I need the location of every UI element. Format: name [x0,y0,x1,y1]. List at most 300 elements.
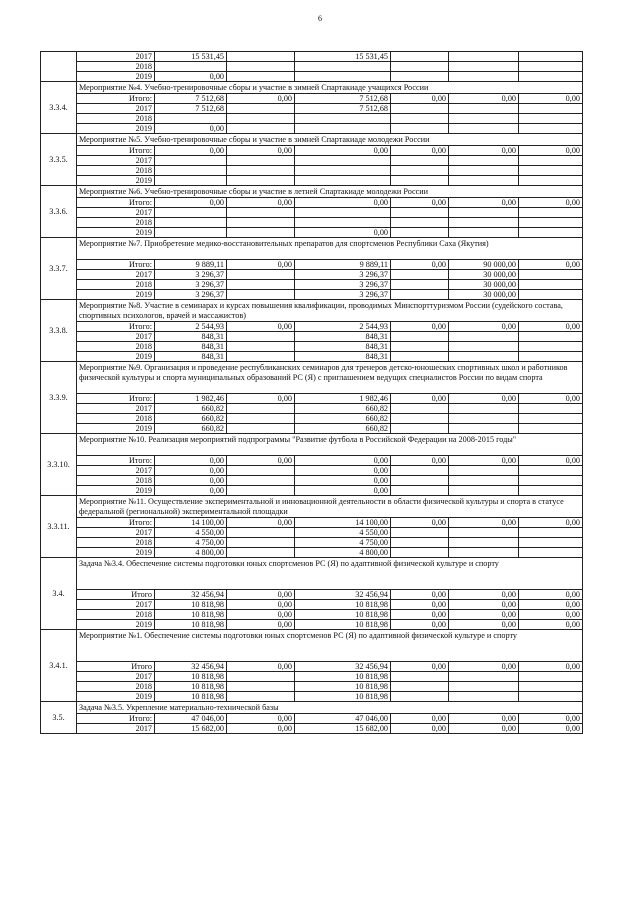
value-cell: 0,00 [227,518,295,528]
value-cell: 10 818,98 [155,600,227,610]
table-row [41,104,583,114]
value-cell: 848,31 [295,352,391,362]
row-label: 2019 [77,228,155,238]
row-label: 2017 [77,104,155,114]
value-cell: 10 818,98 [295,620,391,630]
table-row [41,394,583,404]
value-cell [391,332,449,342]
section-description: Задача №3.5. Укрепление материально-технической базы [77,702,583,714]
row-label: 2018 [77,414,155,424]
value-cell: 0,00 [391,322,449,332]
value-cell: 0,00 [519,394,583,404]
row-label: 2018 [77,280,155,290]
value-cell [391,486,449,496]
value-cell: 10 818,98 [155,610,227,620]
section-number: 3.3.7. [41,238,77,300]
section-number: 3.5. [41,702,77,734]
table-row [41,456,583,466]
value-cell: 7 512,68 [295,94,391,104]
value-cell [449,476,519,486]
table-row [41,166,583,176]
table-row [41,404,583,414]
section-number: 3.3.6. [41,186,77,238]
value-cell: 0,00 [449,590,519,600]
value-cell: 4 550,00 [155,528,227,538]
value-cell: 14 100,00 [155,518,227,528]
value-cell: 848,31 [155,352,227,362]
value-cell [391,538,449,548]
value-cell [519,218,583,228]
value-cell [519,332,583,342]
value-cell: 0,00 [449,714,519,724]
value-cell: 32 456,94 [155,590,227,600]
value-cell: 30 000,00 [449,280,519,290]
section-description: Мероприятие №11. Осуществление экспериментальной и инновационной деятельности в области физической культуры и спорта в статусе федеральной (региональной) экспериментальной площадки [77,496,583,518]
value-cell: 10 818,98 [155,692,227,702]
value-cell [155,166,227,176]
row-label: 2017 [77,600,155,610]
value-cell [227,466,295,476]
value-cell: 0,00 [449,662,519,672]
table-row [41,228,583,238]
value-cell [519,124,583,134]
value-cell: 1 982,46 [295,394,391,404]
value-cell [227,228,295,238]
value-cell: 2 544,93 [295,322,391,332]
row-label: Итого [77,662,155,672]
value-cell [227,486,295,496]
value-cell [391,124,449,134]
value-cell [295,72,391,82]
table-row [41,72,583,82]
value-cell: 0,00 [449,724,519,734]
value-cell: 0,00 [155,198,227,208]
value-cell: 0,00 [449,620,519,630]
value-cell: 0,00 [391,714,449,724]
value-cell [391,414,449,424]
value-cell [227,176,295,186]
table-row [41,682,583,692]
value-cell: 9 889,11 [155,260,227,270]
value-cell: 9 889,11 [295,260,391,270]
value-cell: 0,00 [155,124,227,134]
value-cell [519,342,583,352]
value-cell [519,156,583,166]
value-cell [449,114,519,124]
value-cell: 0,00 [155,486,227,496]
row-label: 2018 [77,166,155,176]
value-cell [155,156,227,166]
value-cell: 3 296,37 [155,290,227,300]
row-label: Итого: [77,322,155,332]
value-cell [519,548,583,558]
value-cell [391,166,449,176]
table-row [41,620,583,630]
value-cell: 3 296,37 [295,270,391,280]
value-cell: 10 818,98 [295,682,391,692]
row-label: 2018 [77,62,155,72]
value-cell [227,414,295,424]
row-label: 2017 [77,270,155,280]
value-cell: 15 682,00 [155,724,227,734]
value-cell [449,424,519,434]
value-cell [519,208,583,218]
value-cell [449,528,519,538]
row-label: 2019 [77,424,155,434]
row-label: 2017 [77,404,155,414]
value-cell [391,528,449,538]
value-cell [519,104,583,114]
value-cell: 0,00 [519,714,583,724]
value-cell: 0,00 [155,466,227,476]
section-description: Мероприятие №8. Участие в семинарах и курсах повышения квалификации, проводимых Минспорттуризмом России (судейского состава, спортивных психологов, врачей и массажистов) [77,300,583,322]
value-cell: 0,00 [227,94,295,104]
section-header-row [41,238,583,260]
value-cell [227,342,295,352]
value-cell: 0,00 [519,662,583,672]
value-cell [391,548,449,558]
value-cell [391,290,449,300]
value-cell [449,124,519,134]
value-cell [391,218,449,228]
value-cell: 0,00 [155,72,227,82]
row-label: Итого: [77,198,155,208]
section-number: 3.3.11. [41,496,77,558]
row-label: Итого: [77,146,155,156]
value-cell [155,218,227,228]
section-description: Мероприятие №6. Учебно-тренировочные сборы и участие в летней Спартакиаде молодежи России [77,186,583,198]
value-cell: 0,00 [391,662,449,672]
table-row [41,610,583,620]
value-cell [391,156,449,166]
value-cell [519,682,583,692]
section-header-row [41,702,583,714]
value-cell [449,414,519,424]
row-label: 2019 [77,124,155,134]
table-row [41,486,583,496]
budget-table [40,51,583,734]
value-cell: 0,00 [449,394,519,404]
value-cell [519,166,583,176]
section-description: Мероприятие №5. Учебно-тренировочные сборы и участие в зимней Спартакиаде молодежи России [77,134,583,146]
value-cell: 0,00 [519,518,583,528]
value-cell [227,124,295,134]
table-row [41,548,583,558]
row-label: 2018 [77,342,155,352]
value-cell: 0,00 [227,620,295,630]
value-cell [519,528,583,538]
value-cell [449,228,519,238]
value-cell [227,672,295,682]
value-cell: 3 296,37 [295,280,391,290]
value-cell: 0,00 [227,260,295,270]
table-row [41,156,583,166]
section-number [41,52,77,82]
value-cell [449,72,519,82]
value-cell [449,62,519,72]
value-cell [391,476,449,486]
value-cell: 0,00 [155,456,227,466]
value-cell: 0,00 [227,146,295,156]
table-row [41,198,583,208]
value-cell [227,682,295,692]
value-cell [227,270,295,280]
value-cell: 2 544,93 [155,322,227,332]
value-cell: 0,00 [449,94,519,104]
table-row [41,466,583,476]
value-cell: 0,00 [391,260,449,270]
value-cell [519,290,583,300]
value-cell [519,466,583,476]
value-cell [449,692,519,702]
row-label: 2018 [77,218,155,228]
value-cell [519,228,583,238]
table-row [41,714,583,724]
table-row [41,62,583,72]
row-label: 2017 [77,672,155,682]
value-cell [519,538,583,548]
table-row [41,672,583,682]
table-row [41,600,583,610]
table-row [41,414,583,424]
value-cell: 0,00 [519,724,583,734]
section-description: Мероприятие №7. Приобретение медико-восстановительных препаратов для спортсменов Республики Саха (Якутия) [77,238,583,260]
value-cell: 4 800,00 [295,548,391,558]
value-cell [519,424,583,434]
section-number: 3.3.8. [41,300,77,362]
section-number: 3.3.4. [41,82,77,134]
value-cell [391,352,449,362]
value-cell [391,228,449,238]
value-cell: 1 982,46 [155,394,227,404]
value-cell [391,114,449,124]
value-cell: 3 296,37 [155,270,227,280]
section-description: Мероприятие №10. Реализация мероприятий подпрограммы "Развитие футбола в Российской Федерации на 2008-2015 годы" [77,434,583,456]
section-description: Мероприятие №1. Обеспечение системы подготовки юных спортсменов РС (Я) по адаптивной физической культуре и спорту [77,630,583,662]
value-cell [519,270,583,280]
value-cell: 660,82 [295,414,391,424]
value-cell: 0,00 [519,94,583,104]
row-label: 2019 [77,72,155,82]
value-cell: 0,00 [227,600,295,610]
value-cell: 0,00 [295,466,391,476]
value-cell: 14 100,00 [295,518,391,528]
row-label: Итого: [77,394,155,404]
row-label: 2017 [77,332,155,342]
value-cell: 10 818,98 [155,620,227,630]
value-cell [519,404,583,414]
row-label: Итого [77,590,155,600]
value-cell: 0,00 [449,518,519,528]
row-label: 2019 [77,290,155,300]
table-row [41,590,583,600]
value-cell [227,290,295,300]
value-cell [449,682,519,692]
value-cell [227,548,295,558]
section-number: 3.3.5. [41,134,77,186]
value-cell [227,528,295,538]
value-cell [227,72,295,82]
row-label: 2018 [77,114,155,124]
value-cell [391,682,449,692]
row-label: 2017 [77,208,155,218]
row-label: 2019 [77,352,155,362]
value-cell [519,486,583,496]
value-cell: 0,00 [449,456,519,466]
row-label: 2018 [77,610,155,620]
value-cell: 0,00 [391,620,449,630]
value-cell: 30 000,00 [449,270,519,280]
value-cell [295,156,391,166]
value-cell [449,208,519,218]
value-cell: 0,00 [295,146,391,156]
value-cell: 0,00 [519,610,583,620]
value-cell [295,124,391,134]
table-row [41,94,583,104]
section-number: 3.3.9. [41,362,77,434]
value-cell: 0,00 [449,600,519,610]
value-cell [227,476,295,486]
section-number: 3.4.1. [41,630,77,702]
value-cell [227,114,295,124]
row-label: Итого: [77,260,155,270]
value-cell: 15 682,00 [295,724,391,734]
value-cell [295,166,391,176]
value-cell [227,218,295,228]
value-cell: 0,00 [391,518,449,528]
section-number: 3.4. [41,558,77,630]
row-label: 2019 [77,176,155,186]
value-cell: 0,00 [295,486,391,496]
section-description: Задача №3.4. Обеспечение системы подготовки юных спортсменов РС (Я) по адаптивной физической культуре и спорту [77,558,583,590]
table-row [41,538,583,548]
value-cell: 10 818,98 [295,600,391,610]
value-cell [227,404,295,414]
value-cell: 0,00 [227,724,295,734]
row-label: Итого: [77,456,155,466]
value-cell: 0,00 [519,600,583,610]
value-cell: 7 512,68 [155,94,227,104]
value-cell [519,280,583,290]
value-cell [449,176,519,186]
section-header-row [41,434,583,456]
value-cell: 4 800,00 [155,548,227,558]
value-cell: 15 531,45 [155,52,227,62]
row-label: 2019 [77,692,155,702]
value-cell [519,672,583,682]
value-cell: 0,00 [449,322,519,332]
value-cell [449,156,519,166]
table-row [41,218,583,228]
row-label: Итого: [77,714,155,724]
value-cell: 0,00 [155,146,227,156]
value-cell: 30 000,00 [449,290,519,300]
value-cell: 47 046,00 [295,714,391,724]
value-cell [295,218,391,228]
value-cell [449,342,519,352]
value-cell [295,208,391,218]
row-label: Итого: [77,94,155,104]
value-cell: 0,00 [227,456,295,466]
value-cell: 0,00 [227,610,295,620]
value-cell [449,332,519,342]
value-cell [391,672,449,682]
value-cell [227,104,295,114]
value-cell: 0,00 [391,590,449,600]
table-row [41,352,583,362]
section-header-row [41,300,583,322]
value-cell [227,352,295,362]
value-cell [391,280,449,290]
value-cell: 3 296,37 [155,280,227,290]
value-cell: 7 512,68 [295,104,391,114]
value-cell [227,52,295,62]
value-cell: 10 818,98 [155,672,227,682]
row-label: 2018 [77,682,155,692]
value-cell [519,476,583,486]
section-header-row [41,362,583,394]
section-description: Мероприятие №9. Организация и проведение республиканских семинаров для тренеров детско-юношеских спортивных школ и работников физической культуры и спорта муниципальных образований РС (Я) с приглашением ведущих специалистов России по видам спорта [77,362,583,394]
value-cell: 0,00 [391,146,449,156]
value-cell [449,538,519,548]
value-cell: 0,00 [519,456,583,466]
value-cell [155,228,227,238]
value-cell: 660,82 [295,424,391,434]
section-header-row [41,630,583,662]
value-cell: 4 750,00 [295,538,391,548]
row-label: 2017 [77,52,155,62]
value-cell [227,166,295,176]
value-cell: 0,00 [391,724,449,734]
value-cell [227,156,295,166]
value-cell: 0,00 [519,322,583,332]
value-cell: 47 046,00 [155,714,227,724]
value-cell [391,104,449,114]
value-cell [295,62,391,72]
value-cell [519,62,583,72]
table-row [41,424,583,434]
section-header-row [41,558,583,590]
value-cell [519,176,583,186]
value-cell: 0,00 [227,322,295,332]
value-cell [155,208,227,218]
value-cell: 0,00 [391,600,449,610]
value-cell: 4 550,00 [295,528,391,538]
value-cell: 0,00 [391,198,449,208]
table-row [41,322,583,332]
row-label: 2017 [77,724,155,734]
row-label: 2019 [77,548,155,558]
value-cell: 848,31 [295,342,391,352]
value-cell [155,62,227,72]
value-cell [391,208,449,218]
value-cell [449,486,519,496]
section-header-row [41,186,583,198]
table-row [41,52,583,62]
value-cell [449,404,519,414]
value-cell: 0,00 [391,94,449,104]
table-row [41,176,583,186]
value-cell: 0,00 [227,394,295,404]
table-row [41,662,583,672]
value-cell [449,218,519,228]
value-cell: 660,82 [155,424,227,434]
value-cell: 848,31 [155,332,227,342]
value-cell [519,114,583,124]
value-cell [449,352,519,362]
value-cell [449,52,519,62]
value-cell [391,404,449,414]
